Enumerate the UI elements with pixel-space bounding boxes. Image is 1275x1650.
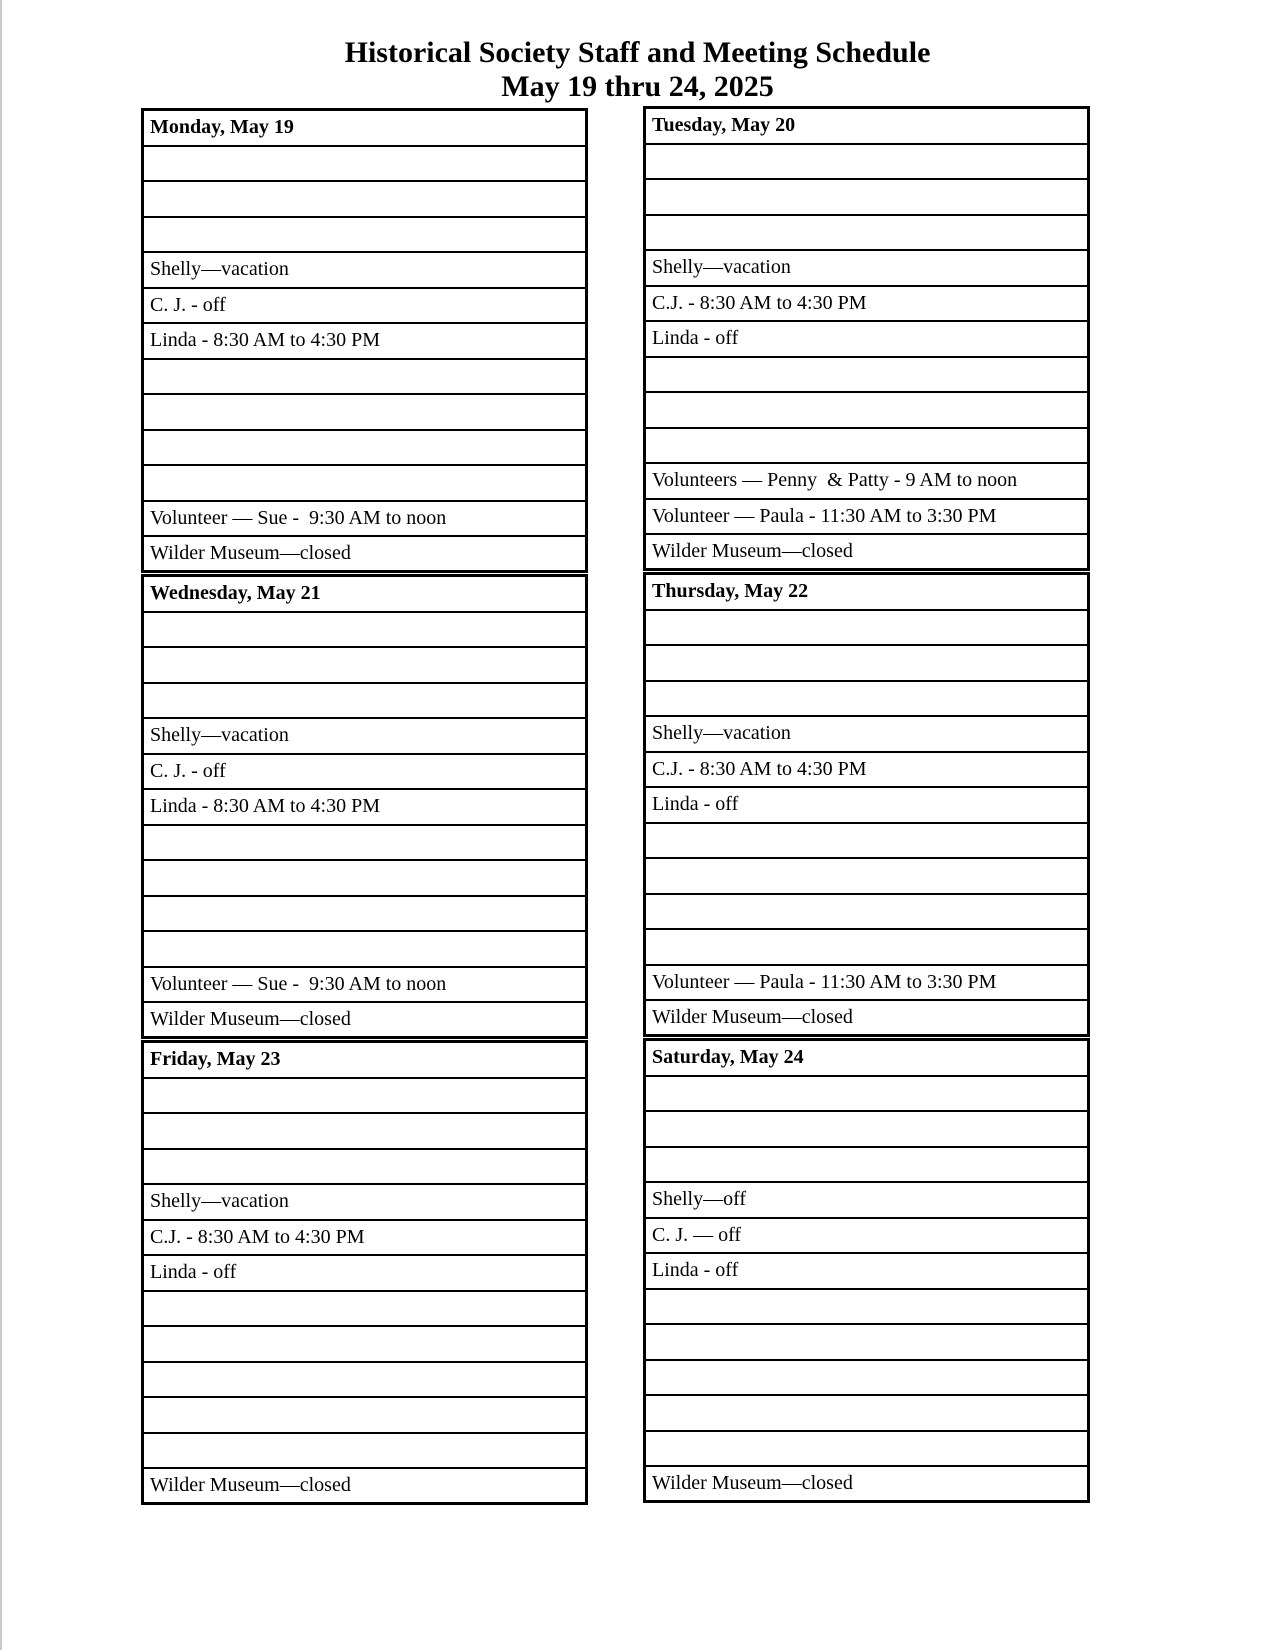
- schedule-row: [144, 613, 585, 649]
- schedule-row: [646, 1361, 1087, 1397]
- schedule-row: C.J. - 8:30 AM to 4:30 PM: [144, 1221, 585, 1257]
- schedule-row: Volunteers — Penny & Patty - 9 AM to noon: [646, 464, 1087, 500]
- schedule-row: [144, 1292, 585, 1328]
- schedule-row: [646, 824, 1087, 860]
- schedule-row: [646, 1077, 1087, 1113]
- day-box-saturday: [643, 1038, 1090, 1503]
- schedule-row: Wilder Museum—closed: [150, 542, 351, 564]
- schedule-row: [144, 1398, 585, 1434]
- day-header: Wednesday, May 21: [144, 577, 585, 613]
- schedule-row: [144, 466, 585, 502]
- page-left-edge: [0, 0, 2, 1650]
- schedule-row: [144, 826, 585, 862]
- schedule-row: [144, 360, 585, 396]
- schedule-row: [144, 218, 585, 254]
- schedule-row: [646, 1290, 1087, 1326]
- schedule-row: Shelly—vacation: [646, 251, 1087, 287]
- schedule-row: [646, 895, 1087, 931]
- schedule-row: [144, 897, 585, 933]
- schedule-row: Linda - 8:30 AM to 4:30 PM: [144, 790, 585, 826]
- schedule-row: Volunteer — Paula - 11:30 AM to 3:30 PM: [646, 966, 1087, 1002]
- schedule-row: Linda - 8:30 AM to 4:30 PM: [144, 324, 585, 360]
- page-title: Historical Society Staff and Meeting Schedule: [344, 36, 931, 69]
- schedule-row: [646, 216, 1087, 252]
- schedule-row: [646, 1396, 1087, 1432]
- schedule-row: C.J. - 8:30 AM to 4:30 PM: [646, 287, 1087, 323]
- schedule-row: C. J. — off: [646, 1219, 1087, 1255]
- schedule-row: C. J. - off: [144, 755, 585, 791]
- day-box-monday: [141, 108, 588, 573]
- day-box-tuesday: [643, 106, 1090, 571]
- schedule-row: Shelly—vacation: [144, 719, 585, 755]
- page-subtitle: May 19 thru 24, 2025: [501, 70, 774, 103]
- day-header: Thursday, May 22: [646, 575, 1087, 611]
- schedule-row: [646, 682, 1087, 718]
- schedule-row: [646, 393, 1087, 429]
- schedule-row: Shelly—off: [646, 1183, 1087, 1219]
- schedule-row: [646, 1112, 1087, 1148]
- schedule-row: C. J. - off: [144, 289, 585, 325]
- schedule-row: Shelly—vacation: [144, 1185, 585, 1221]
- schedule-row: [144, 1434, 585, 1470]
- schedule-row: [646, 180, 1087, 216]
- schedule-row: [646, 1432, 1087, 1468]
- schedule-row: [646, 611, 1087, 647]
- schedule-row: [646, 429, 1087, 465]
- day-box-friday: [141, 1040, 588, 1505]
- schedule-row: Linda - off: [144, 1256, 585, 1292]
- schedule-row: Linda - off: [646, 322, 1087, 358]
- schedule-row: [646, 358, 1087, 394]
- schedule-row: [144, 1114, 585, 1150]
- schedule-row: Linda - off: [646, 788, 1087, 824]
- schedule-row: [646, 930, 1087, 966]
- schedule-row: [144, 182, 585, 218]
- schedule-row: C.J. - 8:30 AM to 4:30 PM: [646, 753, 1087, 789]
- schedule-row: [646, 145, 1087, 181]
- schedule-row: Volunteer — Sue - 9:30 AM to noon: [144, 968, 585, 1004]
- day-box-thursday: [643, 572, 1090, 1037]
- day-header: Tuesday, May 20: [646, 109, 1087, 145]
- schedule-row: [144, 1327, 585, 1363]
- day-header: Saturday, May 24: [646, 1041, 1087, 1077]
- schedule-row: [144, 147, 585, 183]
- schedule-row: [144, 431, 585, 467]
- schedule-row: [646, 1325, 1087, 1361]
- day-box-wednesday: [141, 574, 588, 1039]
- schedule-row: Volunteer — Sue - 9:30 AM to noon: [144, 502, 585, 538]
- schedule-row: [646, 859, 1087, 895]
- schedule-row: Shelly—vacation: [144, 253, 585, 289]
- schedule-row: Linda - off: [646, 1254, 1087, 1290]
- day-header: Monday, May 19: [144, 111, 585, 147]
- schedule-row: [144, 932, 585, 968]
- schedule-row: Wilder Museum—closed: [652, 540, 853, 562]
- schedule-row: [144, 1150, 585, 1186]
- schedule-row: [144, 1079, 585, 1115]
- schedule-row: [144, 648, 585, 684]
- schedule-row: [646, 1148, 1087, 1184]
- schedule-row: Wilder Museum—closed: [652, 1006, 853, 1028]
- schedule-row: [144, 684, 585, 720]
- schedule-row: Wilder Museum—closed: [150, 1008, 351, 1030]
- schedule-row: Wilder Museum—closed: [150, 1474, 351, 1496]
- schedule-row: [144, 1363, 585, 1399]
- schedule-row: Shelly—vacation: [646, 717, 1087, 753]
- schedule-row: Volunteer — Paula - 11:30 AM to 3:30 PM: [646, 500, 1087, 536]
- schedule-row: Wilder Museum—closed: [652, 1472, 853, 1494]
- day-header: Friday, May 23: [144, 1043, 585, 1079]
- schedule-row: [144, 861, 585, 897]
- schedule-row: [646, 646, 1087, 682]
- schedule-row: [144, 395, 585, 431]
